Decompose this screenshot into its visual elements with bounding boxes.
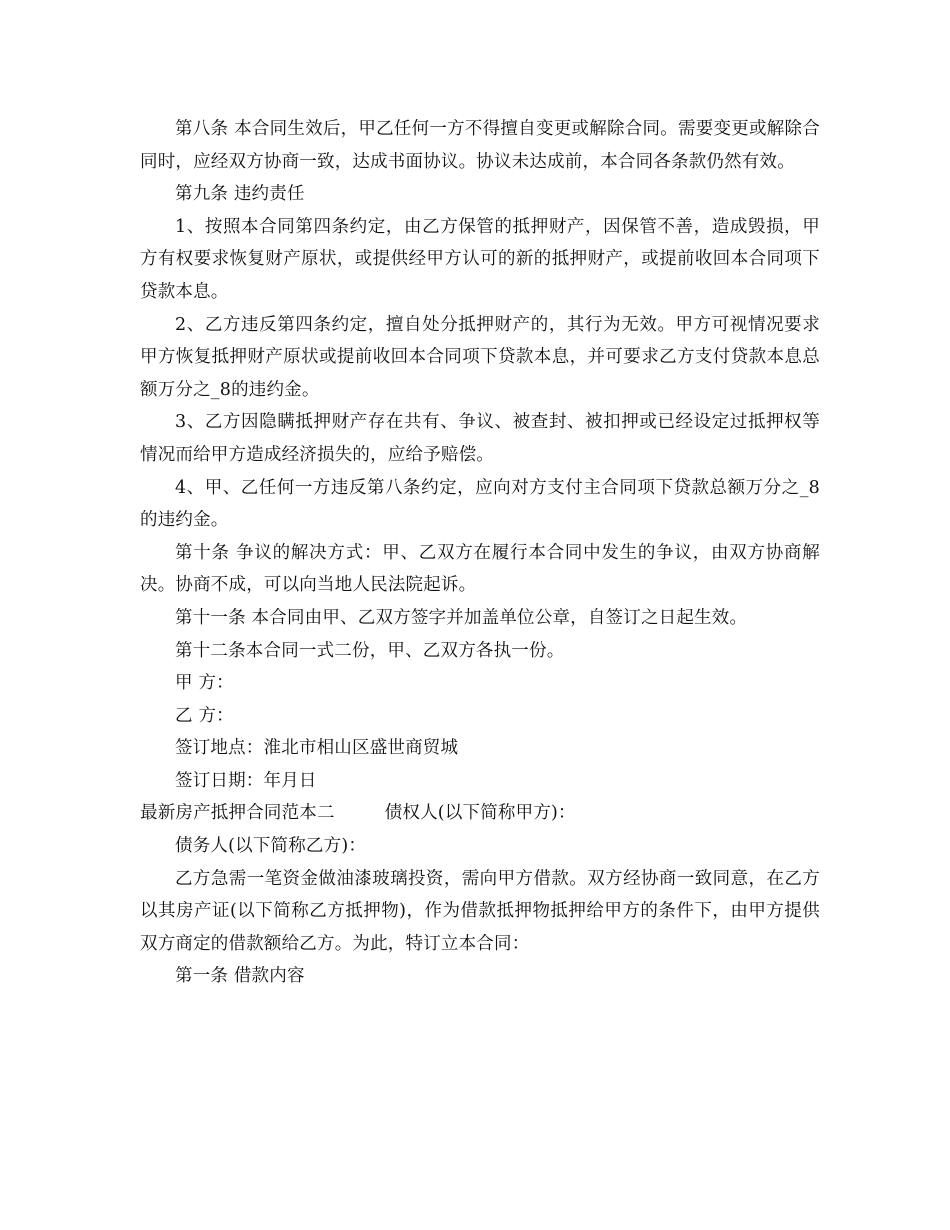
article-10: 第十条 争议的解决方式：甲、乙双方在履行本合同中发生的争议，由双方协商解决。协商不成，可以向当地人民法院起诉。 bbox=[140, 542, 820, 596]
article-12: 第十二条本合同一式二份，甲、乙双方各执一份。 bbox=[175, 640, 565, 661]
article-11: 第十一条 本合同由甲、乙双方签字并加盖单位公章，自签订之日起生效。 bbox=[175, 607, 748, 628]
article-9-item-1: 1、按照本合同第四条约定，由乙方保管的抵押财产，因保管不善，造成毁损，甲方有权要求恢复财产原状，或提供经甲方认可的新的抵押财产，或提前收回本合同项下贷款本息。 bbox=[140, 216, 820, 302]
article-9-title: 第九条 违约责任 bbox=[175, 184, 305, 205]
party-a-label: 甲 方： bbox=[175, 673, 234, 694]
signing-date: 签订日期：年月日 bbox=[175, 770, 317, 791]
article-1-title: 第一条 借款内容 bbox=[175, 966, 305, 987]
section-title: 最新房产抵押合同范本二 bbox=[140, 803, 335, 824]
article-9-item-3: 3、乙方因隐瞒抵押财产存在共有、争议、被查封、被扣押或已经设定过抵押权等情况而给甲方造成经济损失的，应给予赔偿。 bbox=[140, 412, 820, 465]
preamble: 乙方急需一笔资金做油漆玻璃投资，需向甲方借款。双方经协商一致同意，在乙方以其房产证(以下简称乙方抵押物)，作为借款抵押物抵押给甲方的条件下，由甲方提供双方商定的借款额给乙方。为此，特订立本合同： bbox=[140, 868, 820, 954]
creditor-label: 债权人(以下简称甲方)： bbox=[384, 803, 576, 824]
document-body bbox=[140, 113, 820, 993]
debtor-label: 债务人(以下简称乙方)： bbox=[175, 836, 367, 857]
section-heading bbox=[140, 797, 820, 830]
signing-place: 签订地点：淮北市相山区盛世商贸城 bbox=[175, 738, 459, 759]
article-8: 第八条 本合同生效后，甲乙任何一方不得擅自变更或解除合同。需要变更或解除合同时，应经双方协商一致，达成书面协议。协议未达成前，本合同各条款仍然有效。 bbox=[140, 119, 820, 172]
party-b-label: 乙 方： bbox=[175, 705, 234, 726]
article-9-item-4: 4、甲、乙任何一方违反第八条约定，应向对方支付主合同项下贷款总额万分之_8的违约金。 bbox=[140, 477, 820, 531]
article-9-item-2: 2、乙方违反第四条约定，擅自处分抵押财产的，其行为无效。甲方可视情况要求甲方恢复抵押财产原状或提前收回本合同项下贷款本息，并可要求乙方支付贷款本息总额万分之_8的违约金。 bbox=[140, 314, 820, 400]
